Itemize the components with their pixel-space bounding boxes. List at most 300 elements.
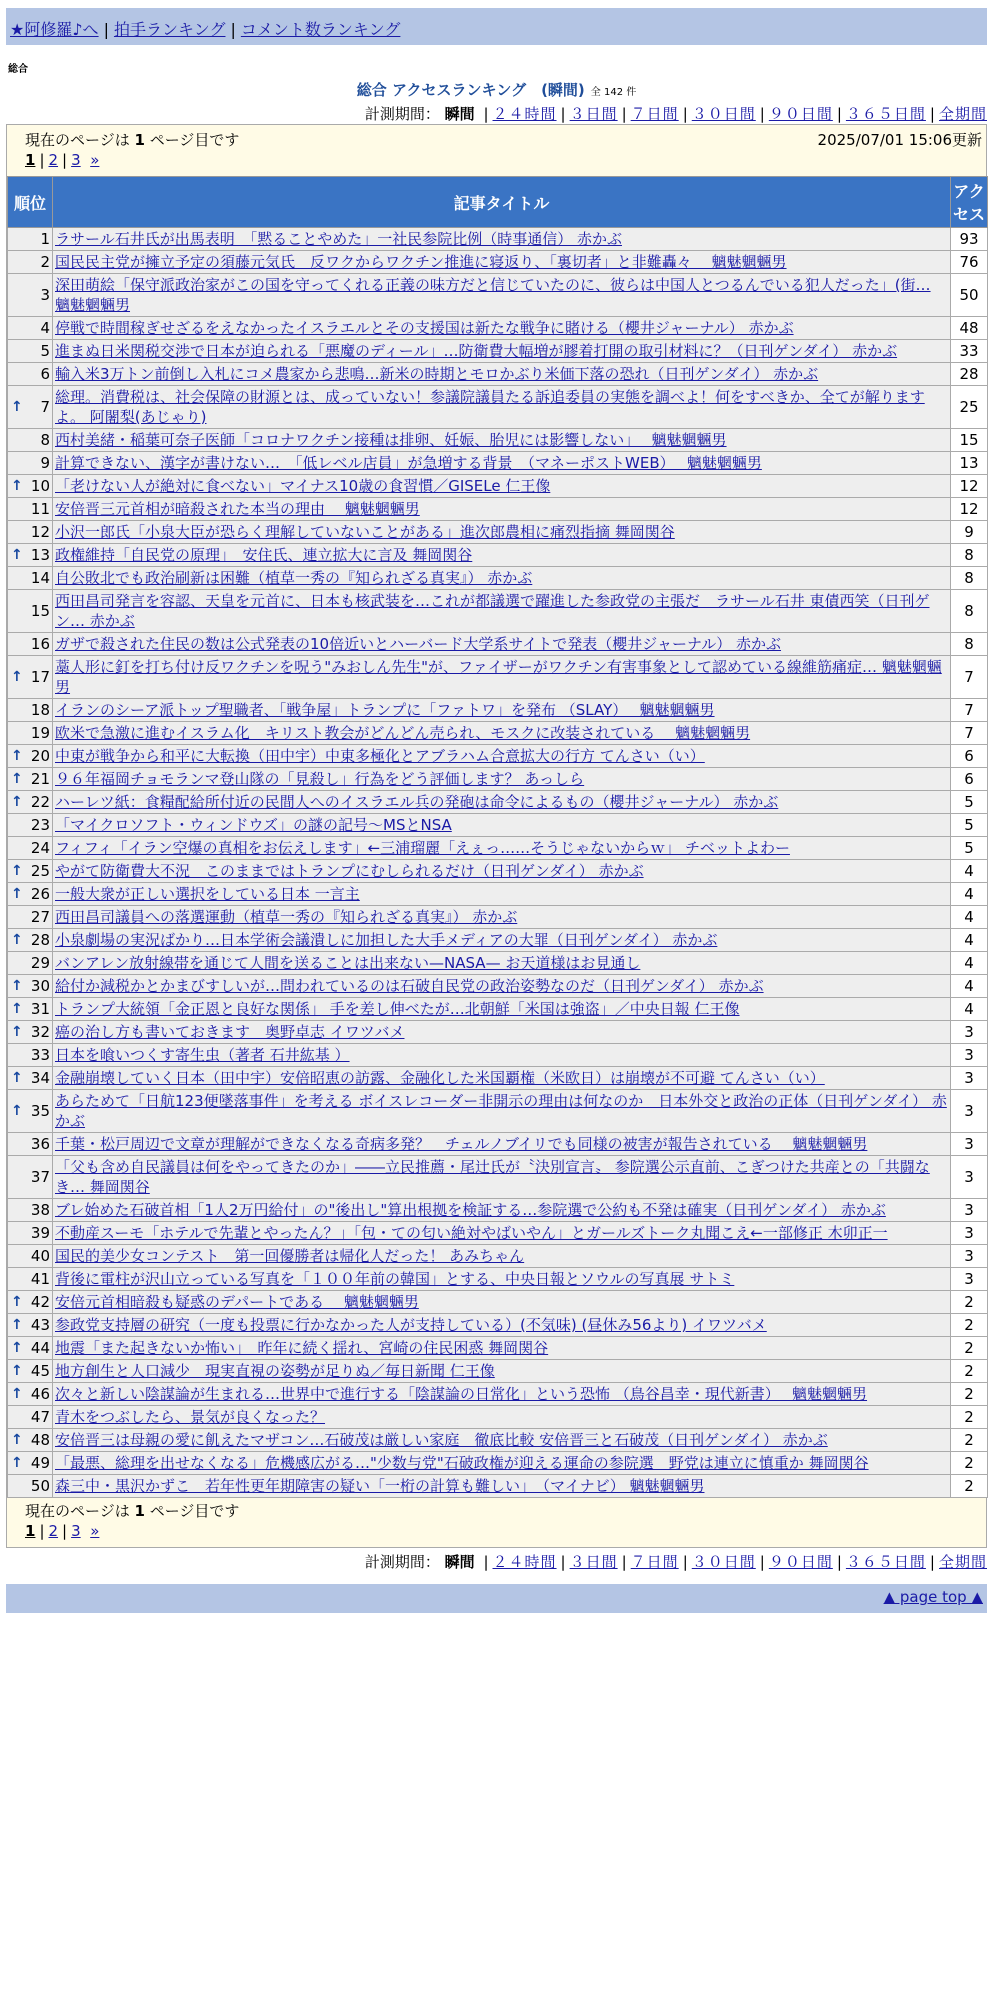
article-title-link[interactable]: ９６年福岡チョモランマ登山隊の「見殺し」行為をどう評価します？ あっしら <box>55 770 585 788</box>
nav-separator: | <box>103 20 109 39</box>
table-row <box>8 1475 988 1498</box>
article-title-link[interactable]: 欧米で急激に進むイスラム化 キリスト教会がどんどん売られ、モスクに改装されている 魑魅魍魎男 <box>55 724 751 742</box>
table-row <box>8 498 988 521</box>
rank-number: 31 <box>30 1000 50 1018</box>
article-title-link[interactable]: 参政党支持層の研究（一度も投票に行かなかった人が支持している）(不気味) (昼休み56より) イワツバメ <box>55 1316 767 1334</box>
article-title-link[interactable]: フィフィ「イラン空爆の真相をお伝えします」←三浦瑠麗「えぇっ……そうじゃないからｗ」 チベットよわー <box>55 839 790 857</box>
rank-up-icon: ↑ <box>11 1363 23 1379</box>
rank-up-icon: ↑ <box>11 399 23 415</box>
article-title-link[interactable]: あらためて「日航123便墜落事件」を考える ボイスレコーダー非開示の理由は何なのか 日本外交と政治の正体（日刊ゲンダイ） 赤かぶ <box>55 1092 947 1130</box>
access-count: 9 <box>951 521 988 544</box>
table-row <box>8 340 988 363</box>
article-title-link[interactable]: 「最悪、総理を出せなくなる」危機感広がる…"少数与党"石破政権が迎える運命の参院選 野党は連立に慎重か 舞岡関谷 <box>55 1454 869 1472</box>
rank-number: 19 <box>30 724 50 742</box>
table-row <box>8 1199 988 1222</box>
rank-up-icon: ↑ <box>11 1340 23 1356</box>
table-row <box>8 1133 988 1156</box>
period-label: 計測期間： <box>364 1553 440 1571</box>
rank-cell <box>8 1337 53 1360</box>
period-separator: | <box>929 105 935 123</box>
article-title-link[interactable]: 輸入米3万トン前倒し入札にコメ農家から悲鳴…新米の時期とモロかぶり米価下落の恐れ（日刊ゲンダイ） 赤かぶ <box>55 365 819 383</box>
access-header: アクセス <box>951 177 988 228</box>
article-title-link[interactable]: 「マイクロソフト・ウィンドウズ」の謎の記号〜MSとNSA <box>55 816 452 834</box>
rank-number: 45 <box>30 1362 50 1380</box>
title-cell <box>53 791 951 814</box>
article-title-link[interactable]: イランのシーア派トップ聖職者、「戦争屋」トランプに「ファトワ」を発布 （SLAY） 魑魅魍魎男 <box>55 701 715 719</box>
title-cell <box>53 1337 951 1360</box>
article-title-link[interactable]: 地震「また起きないか怖い」 昨年に続く揺れ、宮崎の住民困惑 舞岡関谷 <box>55 1339 549 1357</box>
access-count: 3 <box>951 1067 988 1090</box>
article-title-link[interactable]: 給付か減税かとかまびすしいが…問われているのは石破自民党の政治姿勢なのだ（日刊ゲンダイ） 赤かぶ <box>55 977 764 995</box>
period-separator: | <box>836 1553 842 1571</box>
rank-number: 16 <box>30 635 50 653</box>
period-separator: | <box>483 1553 489 1571</box>
rank-cell <box>8 906 53 929</box>
rank-up-icon: ↑ <box>11 794 23 810</box>
period-7d-link[interactable]: ７日間 <box>630 1553 679 1571</box>
article-title-link[interactable]: 青木をつぶしたら、景気が良くなった？ <box>55 1408 326 1426</box>
clap-ranking-link[interactable]: 拍手ランキング <box>113 20 226 39</box>
article-title-link[interactable]: 「父も含め自民議員は何をやってきたのか」――立民推薦・尾辻氏が〝決別宣言〟 参院選公示直前、こぎつけた共産との「共闘なき… 舞岡関谷 <box>55 1158 930 1196</box>
access-count: 3 <box>951 1222 988 1245</box>
period-selector-top <box>6 103 987 124</box>
rank-up-icon: ↑ <box>11 1294 23 1310</box>
rank-number: 10 <box>30 477 50 495</box>
page-3-link[interactable]: 3 <box>71 1522 81 1540</box>
article-title-link[interactable]: 安倍元首相暗殺も疑惑のデパートである 魑魅魍魎男 <box>55 1293 419 1311</box>
rank-cell <box>8 1291 53 1314</box>
table-row <box>8 814 988 837</box>
table-row <box>8 633 988 656</box>
current-page: 1 <box>25 151 36 169</box>
access-count: 4 <box>951 929 988 952</box>
rank-number: 18 <box>30 701 50 719</box>
period-3d-link[interactable]: ３日間 <box>569 1553 618 1571</box>
period-90d-link[interactable]: ９０日間 <box>768 105 833 123</box>
title-header: 記事タイトル <box>53 177 951 228</box>
rank-cell <box>8 1245 53 1268</box>
rank-number: 36 <box>30 1135 50 1153</box>
title-cell <box>53 1360 951 1383</box>
table-row <box>8 656 988 699</box>
title-cell <box>53 656 951 699</box>
rank-cell <box>8 363 53 386</box>
title-cell <box>53 952 951 975</box>
rank-cell <box>8 317 53 340</box>
access-count: 2 <box>951 1337 988 1360</box>
article-title-link[interactable]: 西田昌司発言を容認、天皇を元首に、日本も核武装を…これが都議選で躍進した参政党の主張だ ラサール石井 東債西笑（日刊ゲン… 赤かぶ <box>55 592 930 630</box>
period-separator: | <box>560 105 566 123</box>
pagination-bottom: 1 | 2 | 3 » <box>25 1522 100 1540</box>
period-365d-link[interactable]: ３６５日間 <box>845 1553 926 1571</box>
rank-cell <box>8 429 53 452</box>
article-title-link[interactable]: 日本を喰いつくす寄生虫（著者 石井紘基 ） <box>55 1046 350 1064</box>
title-cell <box>53 745 951 768</box>
table-row <box>8 1090 988 1133</box>
period-separator: | <box>621 1553 627 1571</box>
rank-cell <box>8 1222 53 1245</box>
article-title-link[interactable]: バンアレン放射線帯を通じて人間を送ることは出来ない—NASA— お天道様はお見通し <box>55 954 641 972</box>
rank-cell <box>8 929 53 952</box>
title-cell <box>53 386 951 429</box>
period-current: 瞬間 <box>444 1553 475 1571</box>
rank-cell <box>8 1406 53 1429</box>
title-cell <box>53 1383 951 1406</box>
article-title-link[interactable]: 藁人形に釘を打ち付け反ワクチンを呪う"みおしん先生"が、ファイザーがワクチン有害事象として認めている線維筋痛症… 魑魅魍魎男 <box>55 658 942 696</box>
rank-up-icon: ↑ <box>11 932 23 948</box>
table-row <box>8 567 988 590</box>
period-separator: | <box>759 105 765 123</box>
rank-cell <box>8 952 53 975</box>
article-title-link[interactable]: ガザで殺された住民の数は公式発表の10倍近いとハーバード大学系サイトで発表（櫻井ジャーナル） 赤かぶ <box>55 635 782 653</box>
ranking-rows <box>8 228 988 1498</box>
bottom-bar <box>6 1584 987 1613</box>
access-count: 3 <box>951 1268 988 1291</box>
next-page-link[interactable]: » <box>90 151 100 169</box>
rank-up-icon: ↑ <box>11 1070 23 1086</box>
access-count: 3 <box>951 1021 988 1044</box>
table-row <box>8 837 988 860</box>
table-row <box>8 475 988 498</box>
article-title-link[interactable]: ブレ始めた石破首相「1人2万円給付」の"後出し"算出根拠を検証する…参院選で公約も不発は確実（日刊ゲンダイ） 赤かぶ <box>55 1201 886 1219</box>
access-count: 3 <box>951 1044 988 1067</box>
rank-number: 3 <box>40 286 50 304</box>
article-title-link[interactable]: 中東が戦争から和平に大転換（田中宇）中東多極化とアブラハム合意拡大の行方 てんさい（い） <box>55 747 705 765</box>
article-title-link[interactable]: 小泉劇場の実況ばかり…日本学術会議潰しに加担した大手メディアの大罪（日刊ゲンダイ） 赤かぶ <box>55 931 718 949</box>
ranking-box <box>6 124 987 1548</box>
period-separator: | <box>621 105 627 123</box>
title-cell <box>53 475 951 498</box>
period-separator: | <box>759 1553 765 1571</box>
period-separator: | <box>682 1553 688 1571</box>
rank-number: 34 <box>30 1069 50 1087</box>
rank-up-icon: ↑ <box>11 547 23 563</box>
title-cell <box>53 1222 951 1245</box>
title-cell <box>53 906 951 929</box>
article-title-link[interactable]: 国民民主党が擁立予定の須藤元気氏 反ワクからワクチン推進に寝返り、「裏切者」と非難轟々 魑魅魍魎男 <box>55 253 787 271</box>
rank-cell <box>8 1021 53 1044</box>
title-cell <box>53 1268 951 1291</box>
rank-number: 44 <box>30 1339 50 1357</box>
table-row <box>8 1429 988 1452</box>
rank-cell <box>8 567 53 590</box>
rank-number: 12 <box>30 523 50 541</box>
table-row <box>8 228 988 251</box>
rank-number: 48 <box>30 1431 50 1449</box>
rank-cell <box>8 228 53 251</box>
table-row <box>8 1044 988 1067</box>
rank-number: 17 <box>30 668 50 686</box>
table-row <box>8 521 988 544</box>
rank-cell <box>8 386 53 429</box>
title-cell <box>53 722 951 745</box>
title-cell <box>53 251 951 274</box>
rank-up-icon: ↑ <box>11 771 23 787</box>
article-title-link[interactable]: 癌の治し方も書いておきます 奥野卓志 イワツバメ <box>55 1023 405 1041</box>
table-row <box>8 722 988 745</box>
rank-cell <box>8 1475 53 1498</box>
top-nav-bar <box>6 8 987 45</box>
rank-cell <box>8 1044 53 1067</box>
rank-number: 38 <box>30 1201 50 1219</box>
rank-cell <box>8 1268 53 1291</box>
article-title-link[interactable]: 小沢一郎氏「小泉大臣が恐らく理解していないことがある」進次郎農相に痛烈指摘 舞岡関谷 <box>55 523 675 541</box>
article-title-link[interactable]: 「老けない人が絶対に食べない」マイナス10歳の食習慣／GISELe 仁王像 <box>55 477 551 495</box>
article-title-link[interactable]: 政権維持「自民党の原理」 安住氏、連立拡大に言及 舞岡関谷 <box>55 546 473 564</box>
nav-separator: | <box>230 20 236 39</box>
rank-number: 39 <box>30 1224 50 1242</box>
rank-cell <box>8 1156 53 1199</box>
title-cell <box>53 1156 951 1199</box>
table-row <box>8 1383 988 1406</box>
rank-up-icon: ↑ <box>11 1432 23 1448</box>
article-title-link[interactable]: 西田昌司議員への落選運動（植草一秀の『知られざる真実』） 赤かぶ <box>55 908 518 926</box>
period-all-link[interactable]: 全期間 <box>938 105 987 123</box>
table-row <box>8 1291 988 1314</box>
rank-number: 2 <box>40 253 50 271</box>
title-cell <box>53 452 951 475</box>
rank-header: 順位 <box>8 177 53 228</box>
rank-number: 42 <box>30 1293 50 1311</box>
period-90d-link[interactable]: ９０日間 <box>768 1553 833 1571</box>
rank-up-icon: ↑ <box>11 863 23 879</box>
rank-cell <box>8 251 53 274</box>
title-cell <box>53 1452 951 1475</box>
page-status: 現在のページは 1 ページ目です <box>25 131 240 149</box>
rank-number: 1 <box>40 230 50 248</box>
article-title-link[interactable]: ラサール石井氏が出馬表明 「黙ることやめた」一社民参院比例（時事通信） 赤かぶ <box>55 230 622 248</box>
rank-up-icon: ↑ <box>11 1455 23 1471</box>
access-count: 7 <box>951 722 988 745</box>
title-cell <box>53 1291 951 1314</box>
article-title-link[interactable]: 背後に電柱が沢山立っている写真を「１００年前の韓国」とする、中央日報とソウルの写真展 サトミ <box>55 1270 735 1288</box>
rank-number: 23 <box>30 816 50 834</box>
article-title-link[interactable]: 不動産スーモ「ホテルで先輩とやったん？」「包・ての匂い絶対やばいやん」とガールズトーク丸聞こえ←一部修正 木卯正一 <box>55 1224 888 1242</box>
rank-number: 6 <box>40 365 50 383</box>
title-cell <box>53 1406 951 1429</box>
access-count: 15 <box>951 429 988 452</box>
title-cell <box>53 975 951 998</box>
access-count: 5 <box>951 837 988 860</box>
article-title-link[interactable]: 一般大衆が正しい選択をしている日本 一言主 <box>55 885 360 903</box>
table-row <box>8 860 988 883</box>
title-cell <box>53 699 951 722</box>
title-cell <box>53 633 951 656</box>
title-cell <box>53 1021 951 1044</box>
rank-cell <box>8 1090 53 1133</box>
rank-number: 43 <box>30 1316 50 1334</box>
rank-cell <box>8 544 53 567</box>
access-count: 2 <box>951 1452 988 1475</box>
rank-number: 14 <box>30 569 50 587</box>
rank-up-icon: ↑ <box>11 1024 23 1040</box>
table-row <box>8 768 988 791</box>
access-count: 8 <box>951 633 988 656</box>
access-count: 3 <box>951 1245 988 1268</box>
access-count: 2 <box>951 1406 988 1429</box>
access-count: 4 <box>951 906 988 929</box>
rank-cell <box>8 452 53 475</box>
rank-number: 33 <box>30 1046 50 1064</box>
category-label: 総合 <box>8 64 28 75</box>
period-3d-link[interactable]: ３日間 <box>569 105 618 123</box>
rank-number: 8 <box>40 431 50 449</box>
pagination-top: 1 | 2 | 3 » <box>25 151 100 169</box>
period-7d-link[interactable]: ７日間 <box>630 105 679 123</box>
period-30d-link[interactable]: ３０日間 <box>691 105 756 123</box>
title-cell <box>53 998 951 1021</box>
article-title-link[interactable]: トランプ大統領「金正恩と良好な関係」 手を差し伸べたが…北朝鮮「米国は強盗」／中央日報 仁王像 <box>55 1000 740 1018</box>
table-row <box>8 1314 988 1337</box>
access-count: 7 <box>951 656 988 699</box>
period-365d-link[interactable]: ３６５日間 <box>845 105 926 123</box>
access-count: 4 <box>951 883 988 906</box>
title-cell <box>53 228 951 251</box>
access-count: 6 <box>951 768 988 791</box>
table-row <box>8 251 988 274</box>
table-row <box>8 317 988 340</box>
table-row <box>8 975 988 998</box>
total-count: 全 142 件 <box>590 87 637 98</box>
article-title-link[interactable]: 自公敗北でも政治刷新は困難（植草一秀の『知られざる真実』） 赤かぶ <box>55 569 533 587</box>
access-count: 25 <box>951 386 988 429</box>
page-3-link[interactable]: 3 <box>71 151 81 169</box>
table-row <box>8 1245 988 1268</box>
rank-cell <box>8 791 53 814</box>
title-cell <box>53 814 951 837</box>
rank-number: 27 <box>30 908 50 926</box>
next-page-link[interactable]: » <box>90 1522 100 1540</box>
rank-number: 9 <box>40 454 50 472</box>
rank-up-icon: ↑ <box>11 1386 23 1402</box>
rank-number: 35 <box>30 1102 50 1120</box>
title-cell <box>53 1067 951 1090</box>
rank-cell <box>8 1067 53 1090</box>
article-title-link[interactable]: 進まぬ日米関税交渉で日本が迫られる「悪魔のディール」…防衛費大幅増が膠着打開の取引材料に？（日刊ゲンダイ） 赤かぶ <box>55 342 898 360</box>
title-cell <box>53 837 951 860</box>
pager-status-top <box>7 125 986 151</box>
period-24h-link[interactable]: ２４時間 <box>492 105 557 123</box>
title-cell <box>53 883 951 906</box>
access-count: 2 <box>951 1429 988 1452</box>
access-count: 3 <box>951 1199 988 1222</box>
current-page: 1 <box>25 1522 36 1540</box>
rank-up-icon: ↑ <box>11 748 23 764</box>
rank-cell <box>8 1199 53 1222</box>
rank-cell <box>8 837 53 860</box>
rank-up-icon: ↑ <box>11 886 23 902</box>
table-row <box>8 1337 988 1360</box>
period-separator: | <box>560 1553 566 1571</box>
article-title-link[interactable]: 金融崩壊していく日本（田中宇）安倍昭恵の訪露、金融化した米国覇権（米欧日）は崩壊が不可避 てんさい（い） <box>55 1069 825 1087</box>
rank-number: 40 <box>30 1247 50 1265</box>
article-title-link[interactable]: ハーレツ紙：食糧配給所付近の民間人へのイスラエル兵の発砲は命令によるもの（櫻井ジャーナル） 赤かぶ <box>55 793 779 811</box>
rank-up-icon: ↑ <box>11 978 23 994</box>
access-count: 12 <box>951 475 988 498</box>
comment-ranking-link[interactable]: コメント数ランキング <box>240 20 401 39</box>
rank-number: 26 <box>30 885 50 903</box>
article-title-link[interactable]: 西村美緒・稲葉可奈子医師「コロナワクチン接種は排卵、妊娠、胎児には影響しない」 魑魅魍魎男 <box>55 431 727 449</box>
article-title-link[interactable]: 千葉・松戸周辺で文章が理解ができなくなる奇病多発？ チェルノブイリでも同様の被害が報告されている 魑魅魍魎男 <box>55 1135 868 1153</box>
rank-cell <box>8 814 53 837</box>
access-count: 7 <box>951 699 988 722</box>
rank-cell <box>8 656 53 699</box>
table-row <box>8 429 988 452</box>
page-top-link[interactable]: ▲ page top ▲ <box>883 1588 983 1606</box>
rank-cell <box>8 1383 53 1406</box>
access-count: 2 <box>951 1475 988 1498</box>
rank-number: 21 <box>30 770 50 788</box>
rank-cell <box>8 590 53 633</box>
access-count: 2 <box>951 1383 988 1406</box>
period-separator: | <box>682 105 688 123</box>
title-cell <box>53 768 951 791</box>
period-30d-link[interactable]: ３０日間 <box>691 1553 756 1571</box>
home-link[interactable]: ★阿修羅♪へ <box>10 20 99 39</box>
rank-cell <box>8 1133 53 1156</box>
title-cell <box>53 317 951 340</box>
title-cell <box>53 274 951 317</box>
access-count: 4 <box>951 952 988 975</box>
rank-up-icon: ↑ <box>11 1001 23 1017</box>
rank-number: 46 <box>30 1385 50 1403</box>
table-row <box>8 386 988 429</box>
article-title-link[interactable]: 安倍晋三は母親の愛に飢えたマザコン…石破茂は厳しい家庭 徹底比較 安倍晋三と石破茂（日刊ゲンダイ） 赤かぶ <box>55 1431 828 1449</box>
access-count: 48 <box>951 317 988 340</box>
article-title-link[interactable]: 深田萌絵「保守派政治家がこの国を守ってくれる正義の味方だと信じていたのに、彼らは中国人とつるんでいる犯人だった」(街… 魑魅魍魎男 <box>55 276 931 314</box>
table-row <box>8 590 988 633</box>
access-count: 8 <box>951 567 988 590</box>
rank-number: 7 <box>40 398 50 416</box>
access-count: 4 <box>951 998 988 1021</box>
article-title-link[interactable]: 森三中・黒沢かずこ 若年性更年期障害の疑い「一桁の計算も難しい」 （マイナビ） 魑魅魍魎男 <box>55 1477 705 1495</box>
title-cell <box>53 1314 951 1337</box>
rank-number: 13 <box>30 546 50 564</box>
rank-cell <box>8 498 53 521</box>
period-24h-link[interactable]: ２４時間 <box>492 1553 557 1571</box>
rank-cell <box>8 521 53 544</box>
article-title-link[interactable]: 安倍晋三元首相が暗殺された本当の理由 魑魅魍魎男 <box>55 500 420 518</box>
rank-number: 28 <box>30 931 50 949</box>
table-row <box>8 952 988 975</box>
table-row <box>8 1406 988 1429</box>
article-title-link[interactable]: 総理。消費税は、社会保障の財源とは、成っていない！参議院議員たる訴追委員の実態を調べよ！何をすべきか、全てが解りますよ。 阿闍梨(あじゃり) <box>55 388 925 426</box>
rank-number: 47 <box>30 1408 50 1426</box>
period-separator: | <box>929 1553 935 1571</box>
access-count: 5 <box>951 791 988 814</box>
rank-number: 22 <box>30 793 50 811</box>
access-count: 76 <box>951 251 988 274</box>
title-cell <box>53 1429 951 1452</box>
article-title-link[interactable]: やがて防衛費大不況 このままではトランプにむしられるだけ（日刊ゲンダイ） 赤かぶ <box>55 862 644 880</box>
article-title-link[interactable]: 停戦で時間稼ぎせざるをえなかったイスラエルとその支援国は新たな戦争に賭ける（櫻井ジャーナル） 赤かぶ <box>55 319 794 337</box>
title-cell <box>53 429 951 452</box>
rank-number: 4 <box>40 319 50 337</box>
article-title-link[interactable]: 地方創生と人口減少 現実直視の姿勢が足りぬ／毎日新聞 仁王像 <box>55 1362 495 1380</box>
rank-number: 29 <box>30 954 50 972</box>
page-2-link[interactable]: 2 <box>48 1522 59 1540</box>
period-all-link[interactable]: 全期間 <box>938 1553 987 1571</box>
rank-cell <box>8 883 53 906</box>
page-2-link[interactable]: 2 <box>48 151 59 169</box>
table-row <box>8 274 988 317</box>
article-title-link[interactable]: 次々と新しい陰謀論が生まれる…世界中で進行する「陰謀論の日常化」という恐怖 （鳥谷昌幸・現代新書） 魑魅魍魎男 <box>55 1385 868 1403</box>
title-cell <box>53 860 951 883</box>
rank-number: 37 <box>30 1168 50 1186</box>
article-title-link[interactable]: 国民的美少女コンテスト 第一回優勝者は帰化人だった！ あみちゃん <box>55 1247 525 1265</box>
article-title-link[interactable]: 計算できない、漢字が書けない… 「低レベル店員」が急増する背景 （マネーポストWEB） 魑魅魍魎男 <box>55 454 762 472</box>
rank-cell <box>8 475 53 498</box>
